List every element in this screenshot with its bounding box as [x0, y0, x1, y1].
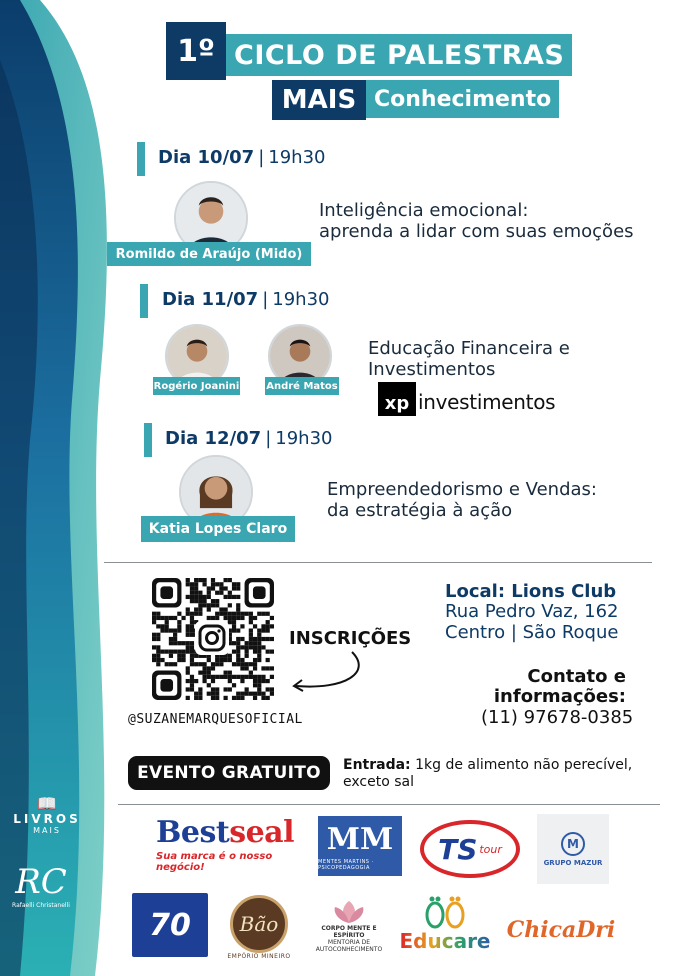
- sponsor-grupo-mazur: [537, 814, 609, 884]
- bao-mark: Bão: [230, 895, 288, 953]
- rc-logo: [6, 862, 76, 909]
- day1-time: 19h30: [268, 147, 326, 168]
- location-line2: Centro | São Roque: [445, 622, 619, 643]
- entry-text-line1: 1kg de alimento não perecível,: [415, 757, 633, 773]
- entry-info: [343, 757, 663, 791]
- contact-label: [460, 667, 626, 707]
- rc-subtitle: Rafaelli Christanelli: [12, 902, 70, 909]
- ts-mark: TS: [438, 832, 478, 866]
- day2-header: Dia 11/07 | 19h30: [162, 289, 330, 310]
- location-line1: Rua Pedro Vaz, 162: [445, 601, 619, 622]
- cme-line2: MENTORIA DE AUTOCONHECIMENTO: [315, 939, 383, 953]
- sponsor-educare: [396, 888, 494, 960]
- sponsor-corpo-mente-espirito: [305, 890, 393, 962]
- livros-mais-logo: [8, 796, 86, 835]
- divider-bottom: [118, 804, 660, 805]
- registration-label: INSCRIÇÕES: [289, 628, 412, 649]
- day1-talk-line2: aprenda a lidar com suas emoções: [319, 221, 634, 242]
- day2-talk: [368, 338, 570, 380]
- instagram-icon: [195, 621, 229, 655]
- entry-text-line2: exceto sal: [343, 774, 414, 790]
- sponsor-bestseal: [156, 816, 302, 874]
- contact-line2: informações:: [493, 686, 626, 707]
- curved-arrow-icon: [286, 648, 370, 694]
- lotus-icon: [331, 899, 367, 925]
- bestseal-seal: seal: [229, 816, 295, 850]
- day3-time: 19h30: [275, 428, 333, 449]
- sponsor-70-anos: [132, 893, 208, 957]
- livros-text: LIVROS: [13, 812, 81, 826]
- day2-time: 19h30: [272, 289, 330, 310]
- sponsor-ts-tour: [420, 820, 520, 878]
- book-icon: 📖: [37, 794, 57, 813]
- sponsor-chicadri: ChicaDri: [506, 917, 616, 943]
- day1-talk-line1: Inteligência emocional:: [319, 200, 529, 221]
- day2-talk-line1: Educação Financeira e: [368, 338, 570, 359]
- speaker-name-romildo: Romildo de Araújo (Mido): [107, 242, 311, 266]
- free-event-badge: EVENTO GRATUITO: [128, 756, 330, 790]
- speaker-name-katia: Katia Lopes Claro: [141, 516, 295, 542]
- title-conhecimento: Conhecimento: [366, 80, 559, 118]
- title-mais: MAIS: [272, 80, 366, 120]
- day3-talk-line2: da estratégia à ação: [327, 500, 513, 521]
- sponsor-bao: [220, 888, 298, 966]
- day1-talk: [319, 200, 634, 242]
- speaker-name-andre: André Matos: [265, 377, 339, 395]
- ts-tour: tour: [479, 842, 502, 856]
- title-line1: CICLO DE PALESTRAS: [226, 34, 572, 76]
- sponsor-mm: [318, 816, 402, 876]
- contact-phone[interactable]: (11) 97678-0385: [481, 707, 634, 728]
- xp-logo-text: investimentos: [418, 390, 556, 414]
- location-title: Local: Lions Club: [445, 581, 617, 602]
- xp-logo-mark: xp: [378, 382, 416, 416]
- day2-talk-line2: Investimentos: [368, 359, 496, 380]
- day1-bar: [137, 142, 145, 176]
- day3-talk: [327, 479, 597, 521]
- mm-mark: MM: [326, 821, 394, 857]
- bao-sub: EMPÓRIO MINEIRO: [227, 952, 291, 960]
- day3-header: Dia 12/07 | 19h30: [165, 428, 333, 449]
- speaker-name-rogerio: Rogério Joanini: [153, 377, 240, 395]
- day2-date: Dia 11/07: [162, 289, 259, 310]
- rc-mark: RC: [15, 862, 67, 902]
- divider-top: [104, 562, 652, 563]
- day2-bar: [140, 284, 148, 318]
- mais-text: MAIS: [33, 826, 61, 835]
- bestseal-best: Best: [156, 816, 230, 850]
- day3-bar: [144, 423, 152, 457]
- feet-icon: [418, 895, 472, 929]
- entry-label: Entrada:: [343, 757, 411, 773]
- day1-header: Dia 10/07 | 19h30: [158, 147, 326, 168]
- contact-line1: Contato e: [527, 666, 626, 687]
- anniv-mark: 70: [149, 907, 191, 943]
- cme-line1: CORPO MENTE E ESPÍRITO: [321, 925, 377, 939]
- day1-date: Dia 10/07: [158, 147, 255, 168]
- mazur-name: GRUPO MAZUR: [543, 858, 603, 867]
- bestseal-tagline: Sua marca é o nosso negócio!: [156, 850, 273, 873]
- mm-sub: MENTES MARTINS · PSICOPEDAGOGIA: [318, 858, 374, 871]
- day3-talk-line1: Empreendedorismo e Vendas:: [327, 479, 597, 500]
- day3-date: Dia 12/07: [165, 428, 262, 449]
- educare-name: Educare: [399, 929, 491, 953]
- title-number: 1º: [166, 22, 226, 80]
- instagram-handle[interactable]: @SUZANEMARQUESOFICIAL: [128, 712, 303, 727]
- mazur-logo-mark: M: [561, 832, 585, 856]
